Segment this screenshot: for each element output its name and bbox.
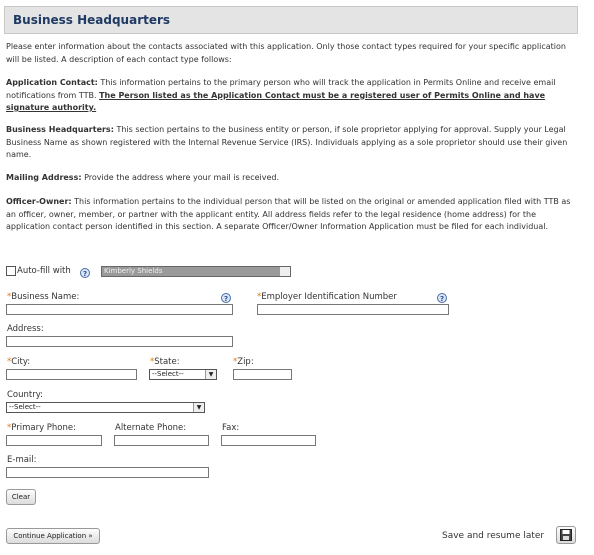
city-input[interactable] (6, 369, 137, 380)
email-input[interactable] (6, 467, 209, 478)
save-resume-label: Save and resume later (442, 531, 545, 541)
application-contact-heading: Application Contact: (6, 78, 98, 87)
primary-phone-label: *Primary Phone: (7, 423, 76, 433)
mailing-address-heading: Mailing Address: (6, 173, 82, 182)
city-label: *City: (7, 357, 31, 367)
save-resume-button[interactable] (556, 526, 576, 544)
officer-owner-heading: Officer-Owner: (6, 197, 72, 206)
required-marker: * (150, 357, 155, 367)
alternate-phone-label: Alternate Phone: (115, 423, 187, 433)
fax-label: Fax: (222, 423, 240, 433)
address-input[interactable] (6, 336, 233, 347)
application-contact-description (6, 77, 578, 115)
required-marker: * (7, 423, 12, 433)
officer-owner-description (6, 196, 578, 234)
fax-input[interactable] (221, 435, 316, 446)
zip-label: *Zip: (233, 357, 254, 367)
help-icon[interactable]: ? (437, 293, 447, 303)
continue-application-button[interactable]: Continue Application » (6, 528, 100, 544)
country-select[interactable] (6, 402, 205, 413)
mailing-address-description (6, 172, 578, 185)
chevron-down-icon: ▼ (279, 267, 290, 276)
primary-phone-input[interactable] (6, 435, 102, 446)
alternate-phone-input[interactable] (114, 435, 209, 446)
mailing-address-text: Provide the address where your mail is received. (81, 173, 280, 182)
chevron-down-icon: ▼ (205, 370, 216, 379)
address-label: Address: (7, 324, 44, 334)
section-header (4, 6, 578, 34)
required-marker: * (7, 357, 12, 367)
clear-button[interactable]: Clear (6, 489, 36, 505)
business-hq-heading: Business Headquarters: (6, 125, 114, 134)
business-name-input[interactable] (6, 304, 233, 315)
chevron-down-icon: ▼ (193, 403, 204, 412)
state-label: *State: (150, 357, 180, 367)
state-select[interactable] (149, 369, 217, 380)
application-contact-emphasis: The Person listed as the Application Contact must be a registered user of Permits Online and have signature authority. (6, 90, 546, 112)
page-title: Business Headquarters (13, 13, 171, 27)
business-hq-description (6, 124, 578, 162)
ein-label: *Employer Identification Number (257, 292, 397, 302)
officer-owner-text: This information pertains to the individual person that will be listed on the original or amended application filed with TTB as an officer, owner, member, or partner with the applicant entity. All address fields refer to the legal residence (home address) for the application contact person identified in this section. A separate Officer/Owner Information Application must be filed for each individual. (6, 197, 571, 231)
required-marker: * (233, 357, 238, 367)
country-selected-value: --Select-- (9, 403, 41, 411)
help-icon[interactable]: ? (221, 293, 231, 303)
state-selected-value: --Select-- (152, 370, 184, 378)
autofill-select[interactable] (101, 266, 291, 277)
ein-input[interactable] (257, 304, 449, 315)
required-marker: * (7, 292, 12, 302)
application-contact-text: This information pertains to the primary person who will track the application in Permits Online and receive email notifications from TTB. (6, 78, 556, 100)
required-marker: * (257, 292, 262, 302)
zip-input[interactable] (233, 369, 292, 380)
autofill-checkbox[interactable] (6, 266, 16, 276)
email-label: E-mail: (7, 455, 37, 465)
intro-text: Please enter information about the contacts associated with this application. Only those contact types required for your specific application will be listed. A description of each contact type follows: (6, 42, 566, 64)
business-hq-text: This section pertains to the business entity or person, if sole proprietor applying for approval. Supply your Legal Business Name as shown registered with the Internal Revenue Service (IRS). Individuals applying as a sole proprietor should use their given name. (6, 125, 568, 159)
help-icon[interactable]: ? (80, 268, 90, 278)
save-floppy-icon (560, 529, 572, 541)
autofill-label: Auto-fill with (17, 266, 71, 276)
autofill-selected-value: Kimberly Shields (104, 267, 163, 275)
country-label: Country: (7, 390, 44, 400)
business-name-label: *Business Name: (7, 292, 80, 302)
